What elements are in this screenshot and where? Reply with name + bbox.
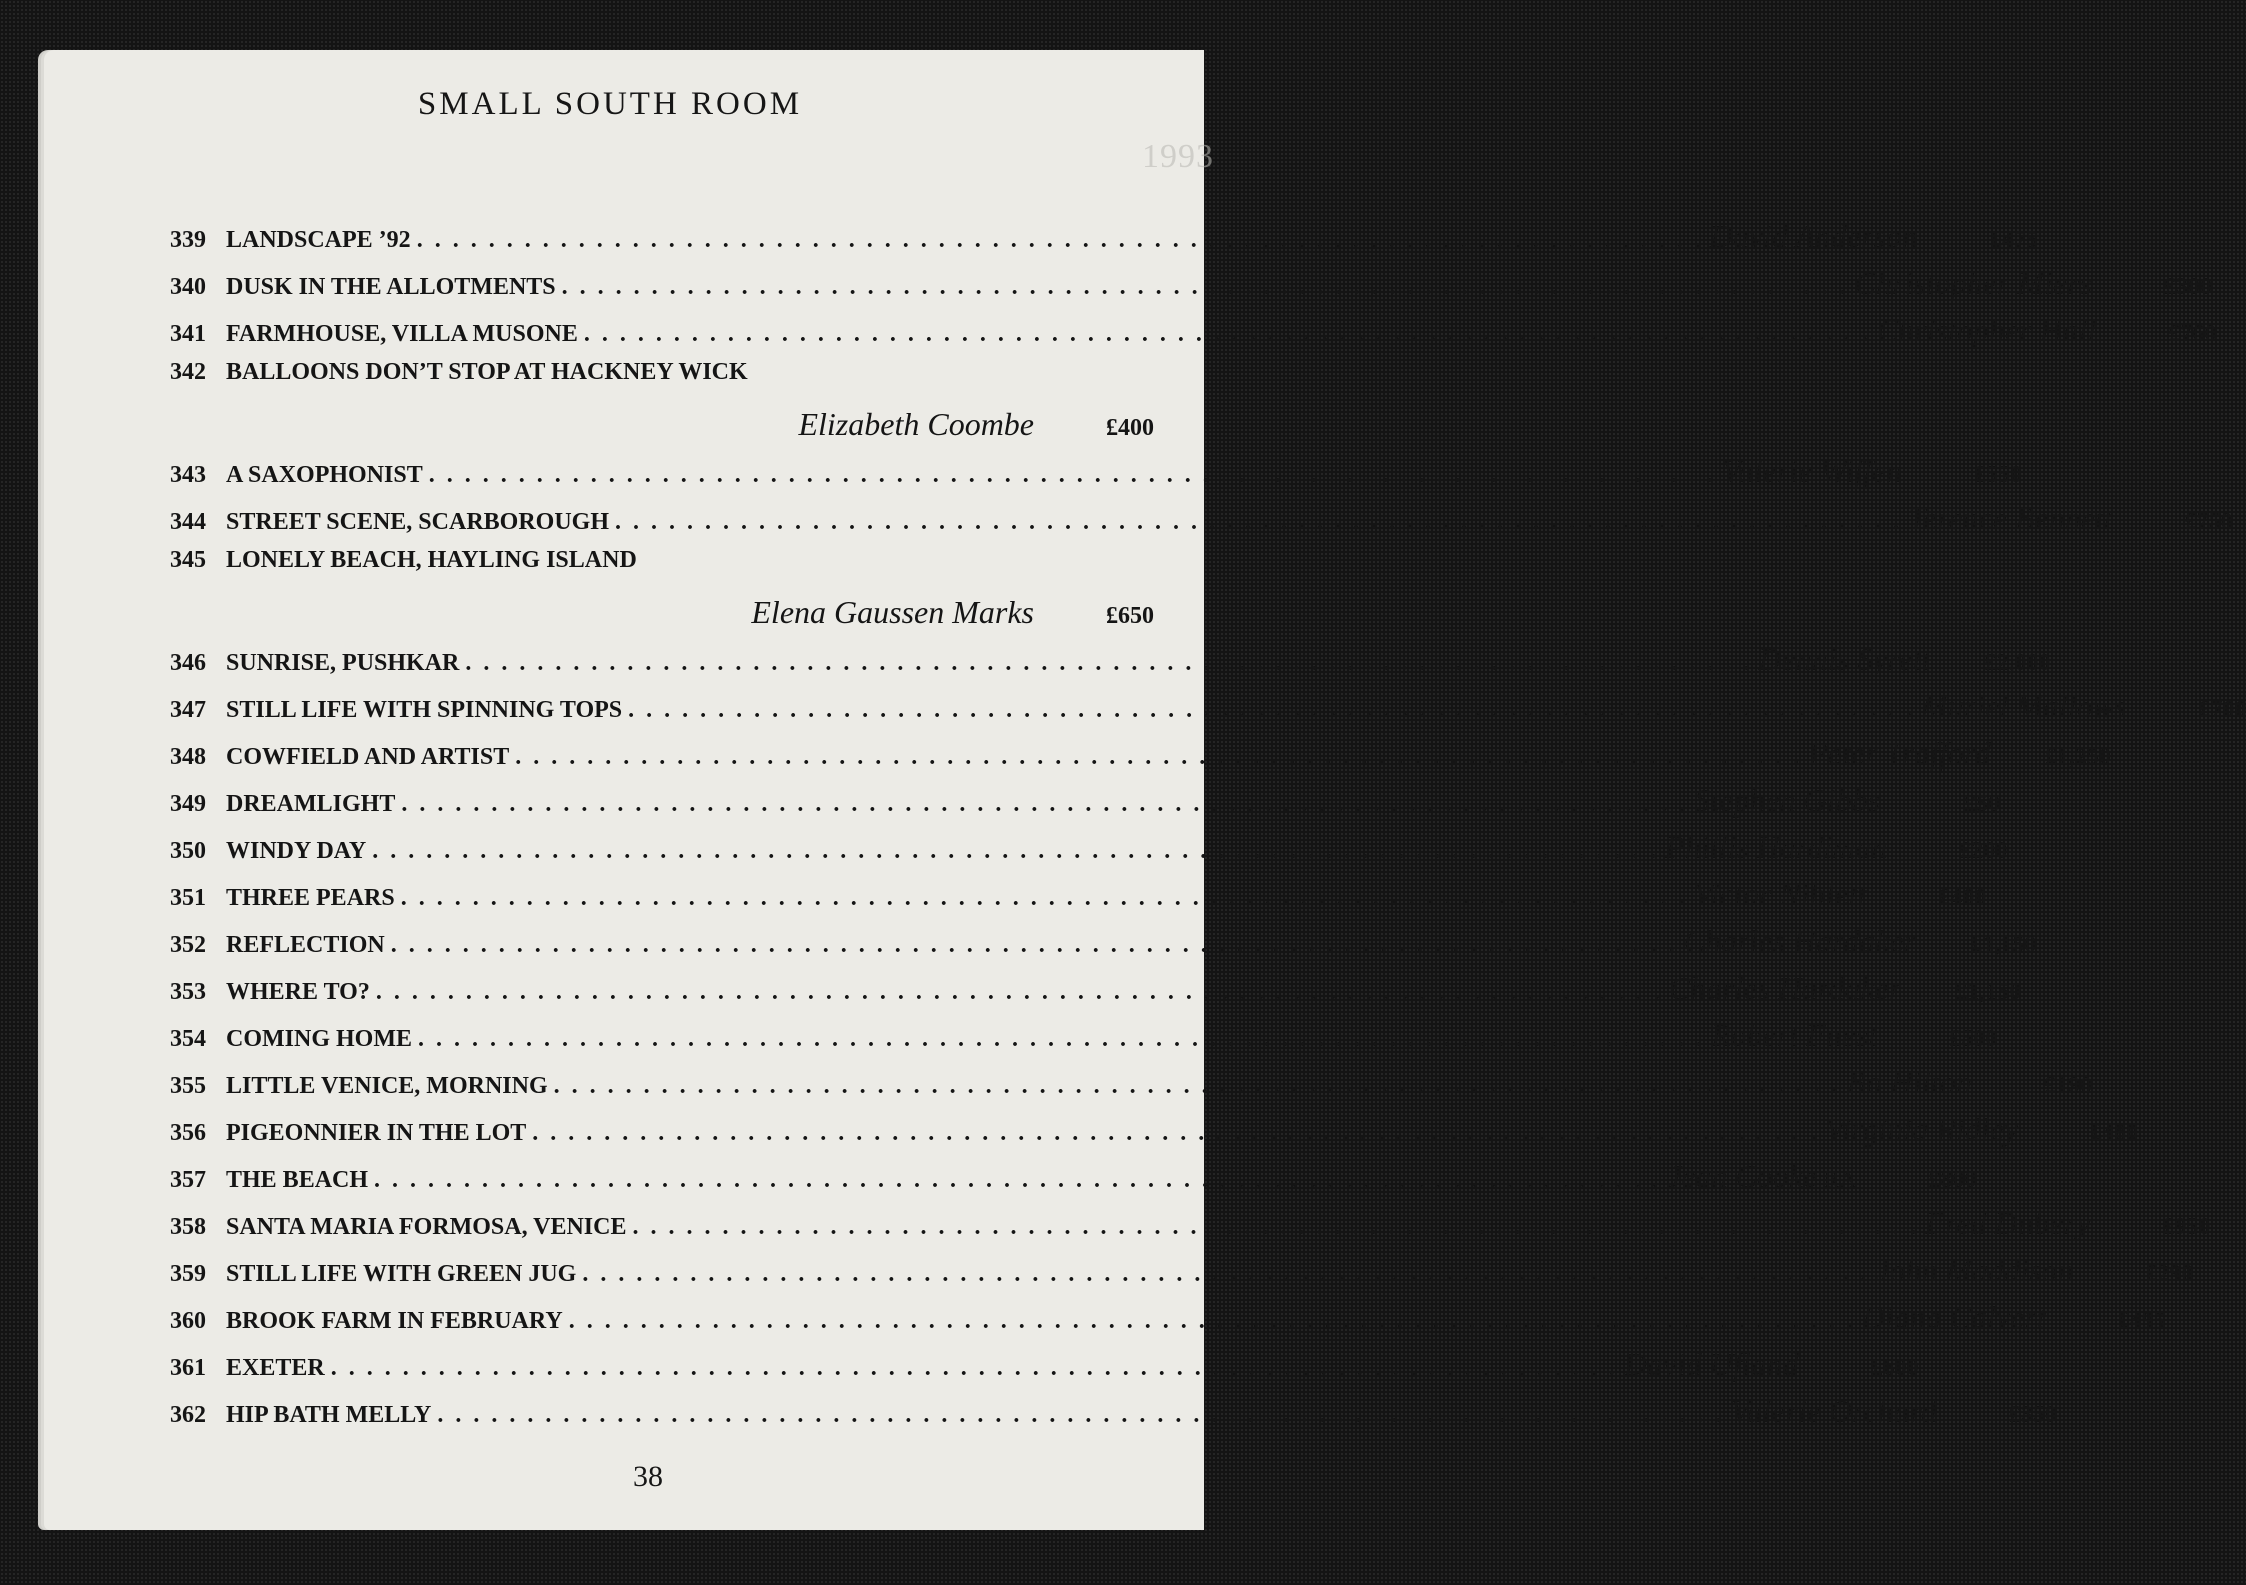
entry-title: STILL LIFE WITH SPINNING TOPS [226, 697, 623, 723]
entry-title: HIP BATH MELLY [226, 1402, 432, 1428]
entry-number: 351 [170, 885, 206, 911]
entry-artist: Peter Trafford [1808, 735, 1992, 771]
entry-artist: Christopher Hall [1876, 312, 2097, 348]
entry-artist: Christopher Miers [1854, 265, 2092, 301]
entry-number: 354 [170, 1026, 206, 1052]
catalogue-entry-345 [170, 547, 1154, 587]
entry-title: THREE PEARS [226, 885, 395, 911]
entry-price: £750 [2184, 509, 2233, 535]
catalogue-entry-361 [170, 1346, 1919, 1386]
entry-title: COMING HOME [226, 1026, 412, 1052]
entry-title: LANDSCAPE ’92 [226, 227, 411, 253]
catalogue-entry-355 [170, 1064, 2092, 1104]
entry-number: 356 [170, 1120, 206, 1146]
entry-artist: Phillis Hardiman [1665, 829, 1888, 865]
entry-price: £290 [2145, 1261, 2194, 1287]
entry-number: 353 [170, 979, 206, 1005]
catalogue-entry-345-artist-line [170, 594, 1154, 634]
dot-leader [584, 321, 1871, 348]
catalogue-entry-348 [170, 735, 2112, 775]
dot-leader [532, 1120, 1819, 1147]
dot-leader [401, 885, 1688, 912]
page-title: SMALL SOUTH ROOM [417, 86, 803, 122]
catalogue-entry-342 [170, 359, 1154, 399]
entry-title: WINDY DAY [226, 838, 367, 864]
entry-artist: David Ufland [1623, 1346, 1799, 1382]
entry-artist: Elizabeth Coombe [798, 406, 1034, 442]
dot-leader [562, 274, 1849, 301]
entry-price: £350 [2008, 1402, 2057, 1428]
artist-name: Jean Cooke [1667, 1158, 1818, 1194]
entry-number: 358 [170, 1214, 206, 1240]
entry-price: £760 [2168, 321, 2217, 347]
entry-title: REFLECTION [226, 932, 385, 958]
entry-title: DREAMLIGHT [226, 791, 396, 817]
entry-price: £800 [1928, 1167, 1977, 1193]
catalogue-entry-360 [170, 1299, 2166, 1339]
entry-title: DUSK IN THE ALLOTMENTS [226, 274, 556, 300]
entry-title: SANTA MARIA FORMOSA, VENICE [226, 1214, 627, 1240]
entry-price: £300 [2164, 274, 2212, 300]
entry-artist: Charles Hardaker [1683, 923, 1917, 959]
dot-leader [554, 1073, 1841, 1100]
entry-number: 347 [170, 697, 206, 723]
entry-artist: Muriel Mallows [1921, 688, 2127, 724]
entry-artist: Stephen Gibbs [1694, 782, 1881, 818]
entry-artist: Virginia Ridley [1825, 1111, 2019, 1147]
entry-number: 359 [170, 1261, 206, 1287]
catalogue-entry-358 [170, 1205, 2211, 1245]
dot-leader [437, 1402, 1724, 1429]
entry-price: £475 [1989, 227, 2038, 253]
catalogue-entry-346 [170, 641, 2051, 681]
entry-title: COWFIELD AND ARTIST [226, 744, 510, 770]
entry-title: SUNRISE, PUSHKAR [226, 650, 460, 676]
entry-artist: Robert Fuest [1711, 1017, 1878, 1053]
entry-number: 343 [170, 462, 206, 488]
dot-leader [418, 1026, 1705, 1053]
show-through-text: 1993 [1142, 138, 1214, 175]
entry-title: A SAXOPHONIST [226, 462, 423, 488]
artist-honour: RA [1823, 1167, 1857, 1193]
entry-price: £550 [1974, 462, 2023, 488]
entry-title: FARMHOUSE, VILLA MUSONE [226, 321, 578, 347]
catalogue-entry-344 [170, 500, 2233, 540]
entry-price: £495 [2117, 1308, 2166, 1334]
entry-artist: Valerie Orchard [1730, 1393, 1937, 1429]
entry-number: 342 [170, 359, 206, 385]
catalogue-entry-341 [170, 312, 2217, 352]
entry-number: 357 [170, 1167, 206, 1193]
dot-leader [331, 1355, 1618, 1382]
entry-artist: Diana Calvert [1861, 1299, 2046, 1335]
entry-price: £500 [1949, 1026, 1998, 1052]
catalogue-entry-343 [170, 453, 2023, 493]
entry-title: PIGEONNIER IN THE LOT [226, 1120, 527, 1146]
entry-price: £700 [2198, 697, 2246, 723]
entry-title: STILL LIFE WITH GREEN JUG [226, 1261, 577, 1287]
entry-artist: Charles Hardaker [1668, 970, 1902, 1006]
entry-number: 346 [170, 650, 206, 676]
catalogue-entry-340 [170, 265, 2212, 305]
entry-number: 345 [170, 547, 206, 573]
entry-price: £600 [1870, 1355, 1919, 1381]
entry-artist: John Maddison [1875, 1252, 2074, 1288]
catalogue-entry-359 [170, 1252, 2194, 1292]
entry-number: 344 [170, 509, 206, 535]
catalogue-entry-352 [170, 923, 2037, 963]
entry-number: 348 [170, 744, 206, 770]
entry-artist: Elena Gaussen Marks [751, 594, 1034, 630]
entry-artist: Bo Hilton [1846, 1064, 1972, 1100]
entry-number: 352 [170, 932, 206, 958]
catalogue-entry-339 [170, 218, 2038, 258]
catalogue-entry-342-artist-line [170, 406, 1154, 446]
dot-leader [465, 650, 1752, 677]
catalogue-entry-354 [170, 1017, 1998, 1057]
entry-price: £190 [2043, 1073, 2092, 1099]
entry-number: 349 [170, 791, 206, 817]
dot-leader [515, 744, 1802, 771]
entry-artist: David Anderson [1709, 218, 1918, 254]
entry-title: BROOK FARM IN FEBRUARY [226, 1308, 563, 1334]
catalogue-entry-347 [170, 688, 2246, 728]
entry-price: £950 [2162, 1214, 2211, 1240]
entry-artist: Valerie Wiffen [1721, 453, 1903, 489]
dot-leader [417, 227, 1704, 254]
dot-leader [633, 1214, 1920, 1241]
page-number: 38 [633, 1460, 663, 1493]
entry-price: £50 [1964, 791, 2001, 817]
entry-number: 362 [170, 1402, 206, 1428]
entry-title: THE BEACH [226, 1167, 369, 1193]
entry-number: 355 [170, 1073, 206, 1099]
entry-title: EXETER [226, 1355, 325, 1381]
entry-number: 350 [170, 838, 206, 864]
entry-price: £200 [1959, 838, 2008, 864]
entry-number: 339 [170, 227, 206, 253]
entry-price: £650 [1106, 603, 1154, 629]
catalogue-entry-356 [170, 1111, 2139, 1151]
entry-number: 340 [170, 274, 206, 300]
dot-leader [429, 462, 1716, 489]
entry-price: £1,250 [2045, 744, 2112, 770]
dot-leader [401, 791, 1688, 818]
catalogue-entry-357 [170, 1158, 1977, 1198]
dot-leader [374, 1167, 1661, 1194]
dot-leader [376, 979, 1663, 1006]
catalogue-entry-362 [170, 1393, 2057, 1433]
entry-number: 341 [170, 321, 206, 347]
entry-price: £1,150 [1970, 932, 2037, 958]
entry-title: WHERE TO? [226, 979, 370, 1005]
entry-price: £400 [1938, 885, 1987, 911]
entry-title: BALLOONS DON’T STOP AT HACKNEY WICK [226, 359, 748, 385]
dot-leader [628, 697, 1915, 724]
entry-title: STREET SCENE, SCARBOROUGH [226, 509, 609, 535]
entry-price: £1,150 [1955, 979, 2022, 1005]
entry-artist: Dennis Syrett [1758, 641, 1931, 677]
catalogue-entry-351 [170, 876, 1987, 916]
entry-artist: Victor Niblett [1693, 876, 1867, 912]
entry-artist: Terence Bennett [1908, 500, 2113, 536]
catalogue-entry-349 [170, 782, 2001, 822]
entry-number: 361 [170, 1355, 206, 1381]
entry-price: £400 [1106, 415, 1154, 441]
entry-title: LONELY BEACH, HAYLING ISLAND [226, 547, 637, 573]
entry-number: 360 [170, 1308, 206, 1334]
dot-leader [615, 509, 1902, 536]
dot-leader [569, 1308, 1856, 1335]
catalogue-entry-350 [170, 829, 2008, 869]
entry-price: £2,000 [1984, 650, 2051, 676]
entry-artist: Fred Dubery [1925, 1205, 2091, 1241]
entry-price: £480 [2090, 1120, 2139, 1146]
entry-artist [1667, 1158, 1857, 1195]
catalogue-entry-353 [170, 970, 2022, 1010]
dot-leader [391, 932, 1678, 959]
dot-leader [372, 838, 1659, 865]
entry-title: LITTLE VENICE, MORNING [226, 1073, 548, 1099]
dot-leader [582, 1261, 1869, 1288]
